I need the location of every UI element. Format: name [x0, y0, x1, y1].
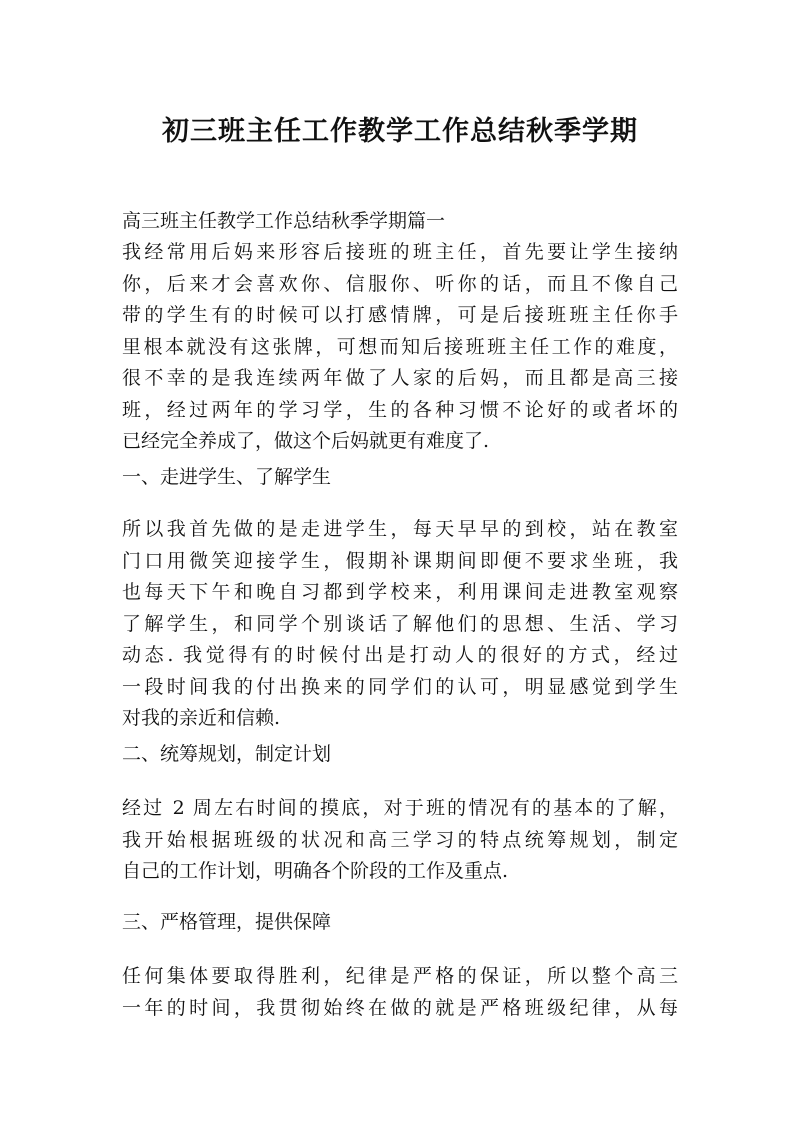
paragraph-line: 你，后来才会喜欢你、信服你、听你的话，而且不像自己 — [122, 272, 678, 295]
section-3-heading-block — [122, 907, 678, 939]
paragraph-line: 动态. 我觉得有的时候付出是打动人的很好的方式，经过 — [122, 644, 678, 666]
paragraph-line: 班，经过两年的学习学，生的各种习惯不论好的或者坏的 — [122, 398, 678, 421]
paragraph-line: 自己的工作计划，明确各个阶段的工作及重点. — [122, 860, 509, 882]
paragraph-line: 一年的时间，我贯彻始终在做的就是严格班级纪律，从每 — [122, 996, 678, 1019]
section-2-paragraph — [122, 793, 678, 888]
paragraph-line: 任何集体要取得胜利，纪律是严格的保证，所以整个高三 — [122, 965, 678, 987]
document-title: 初三班主任工作教学工作总结秋季学期 — [162, 116, 638, 147]
paragraph-line: 门口用微笑迎接学生，假期补课期间即便不要求坐班，我 — [122, 549, 678, 572]
paragraph-line: 所以我首先做的是走进学生，每天早早的到校，站在教室 — [122, 518, 678, 540]
section-1-paragraph — [122, 514, 678, 735]
section-heading: 三、严格管理，提供保障 — [122, 911, 332, 933]
section-3-paragraph — [122, 961, 678, 1024]
intro-paragraph — [122, 237, 678, 458]
paragraph-line: 我开始根据班级的状况和高三学习的特点统筹规划，制定 — [122, 828, 678, 851]
paragraph-line: 经过 2 周左右时间的摸底，对于班的情况有的基本的了解， — [122, 797, 678, 819]
paragraph-line: 我经常用后妈来形容后接班的班主任，首先要让学生接纳 — [122, 241, 678, 263]
section-1-heading-block — [122, 462, 678, 494]
paragraph-line: 也每天下午和晚自习都到学校来，利用课间走进教室观察 — [122, 581, 678, 603]
paragraph-line: 已经完全养成了，做这个后妈就更有难度了. — [122, 430, 490, 452]
section-2-heading-block — [122, 739, 678, 771]
paragraph-line: 一段时间我的付出换来的同学们的认可，明显感觉到学生 — [122, 675, 678, 698]
subtitle-block — [122, 206, 678, 238]
document-subtitle: 高三班主任教学工作总结秋季学期篇一 — [122, 210, 446, 232]
paragraph-line: 对我的亲近和信赖. — [122, 707, 281, 729]
paragraph-line: 很不幸的是我连续两年做了人家的后妈，而且都是高三接 — [122, 367, 678, 389]
paragraph-line: 带的学生有的时候可以打感情牌，可是后接班班主任你手 — [122, 304, 678, 326]
paragraph-line: 里根本就没有这张牌，可想而知后接班班主任工作的难度， — [122, 335, 678, 358]
section-heading: 一、走进学生、了解学生 — [122, 466, 332, 488]
paragraph-line: 了解学生，和同学个别谈话了解他们的思想、生活、学习 — [122, 612, 678, 635]
section-heading: 二、统筹规划，制定计划 — [122, 743, 332, 765]
